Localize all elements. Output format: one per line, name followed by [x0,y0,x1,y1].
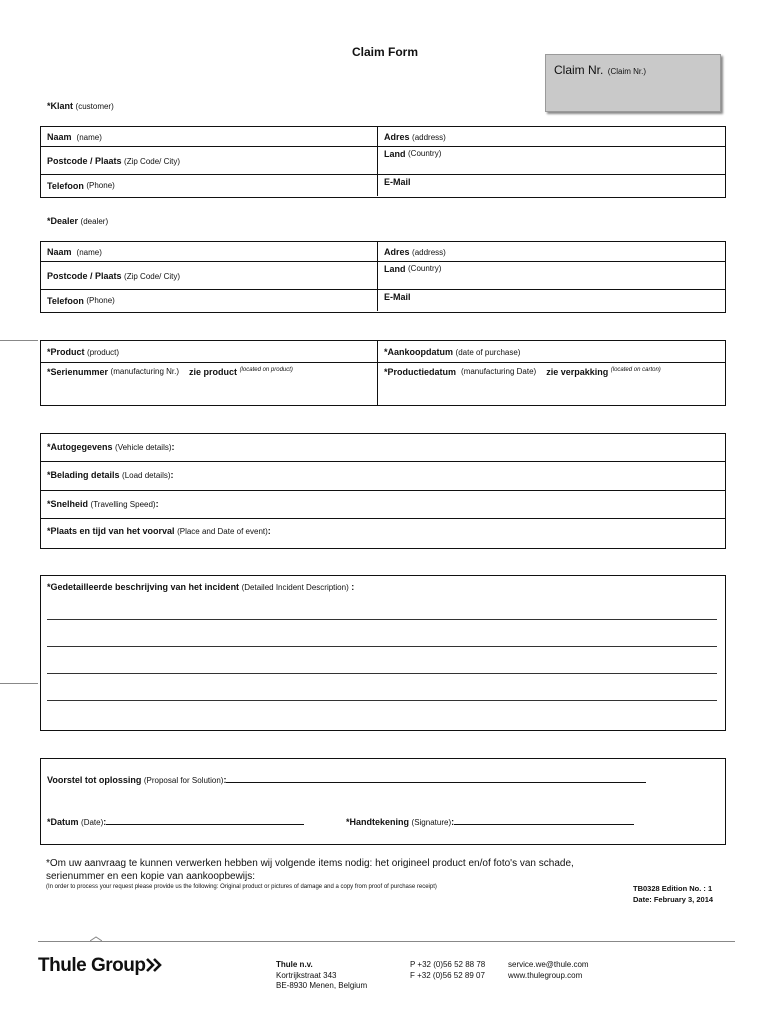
claim-number-label: Claim Nr. [554,63,604,77]
dealer-address-field[interactable]: Adres (address) [377,242,452,262]
date-input-line[interactable] [106,824,304,825]
footer-address [276,960,367,992]
customer-row-name [41,127,725,147]
dealer-phone-field[interactable]: Telefoon (Phone) [47,295,115,306]
description-line [47,619,717,620]
vehicle-details-field[interactable]: *Autogegevens (Vehicle details): [41,434,725,462]
note-line-1: *Om uw aanvraag te kunnen verwerken hebben wij volgende items nodig: het origineel product en/of foto's van schade, [46,858,574,869]
customer-section-label: *Klant (customer) [47,101,114,111]
footer-street: Kortrijkstraat 343 [276,970,337,980]
footer-phone-fax [410,960,485,981]
dealer-section-label: *Dealer (dealer) [47,216,109,226]
load-details-field[interactable]: *Belading details (Load details): [41,462,725,491]
customer-phone-field[interactable]: Telefoon (Phone) [47,180,115,191]
dealer-box [40,241,726,313]
margin-mark [0,340,38,341]
customer-box [40,126,726,198]
thule-group-logo: Thule Group [38,955,162,977]
solution-box [40,758,726,845]
note-line-2: serienummer en een kopie van aankoopbewijs: [46,871,256,882]
production-date-field[interactable]: *Productiedatum (manufacturing Date) zie verpakking (located on carton) [377,363,667,405]
dealer-country-field[interactable]: Land (Country) [377,262,447,290]
description-line [47,646,717,647]
product-box [40,340,726,406]
form-title: Claim Form [351,45,418,59]
customer-name-field[interactable]: Naam (name) [47,132,102,142]
proposal-field[interactable]: Voorstel tot oplossing (Proposal for Solution): [47,775,646,785]
edition-number: TB0328 Edition No. : 1 [633,884,713,893]
dealer-postcode-field[interactable]: Postcode / Plaats (Zip Code/ City) [47,271,181,281]
edition-info [633,883,713,905]
footer-email[interactable]: service.we@thule.com [508,960,589,969]
proposal-input-line[interactable] [226,782,646,783]
footer-contact [508,960,589,981]
customer-row-phone [41,175,725,196]
requirements-note-english: (In order to process your request please provide us the following: Original product or pictures of damage and a copy from proof of purchase receipt) [46,884,437,890]
product-row [41,341,725,363]
edition-date: Date: February 3, 2014 [633,895,714,904]
footer-fax: F +32 (0)56 52 89 07 [410,970,485,980]
dealer-row-postcode [41,262,725,290]
dealer-email-field[interactable]: E-Mail [377,290,417,311]
margin-mark [0,683,38,684]
claim-number-box[interactable] [545,54,721,112]
serial-row [41,363,725,405]
logo-chevrons-icon [146,958,162,972]
description-label: *Gedetailleerde beschrijving van het incident (Detailed Incident Description) : [47,582,355,592]
claim-number-sublabel: (Claim Nr.) [607,67,647,76]
customer-postcode-field[interactable]: Postcode / Plaats (Zip Code/ City) [47,156,181,166]
footer-city: BE-8930 Menen, Belgium [276,981,368,990]
product-field[interactable]: *Product (product) [47,347,120,357]
customer-row-postcode [41,147,725,175]
footer-phone: P +32 (0)56 52 88 78 [410,960,486,969]
date-field[interactable]: *Datum (Date): [47,817,304,827]
requirements-note [46,857,574,883]
footer-notch-icon [90,936,102,944]
customer-country-field[interactable]: Land (Country) [377,147,447,175]
customer-email-field[interactable]: E-Mail [377,175,417,196]
vehicle-box [40,433,726,549]
dealer-row-name [41,242,725,262]
purchase-date-field[interactable]: *Aankoopdatum (date of purchase) [377,341,526,363]
signature-field[interactable]: *Handtekening (Signature): [346,817,634,827]
dealer-row-phone [41,290,725,311]
serial-number-field[interactable]: *Serienummer (manufacturing Nr.) zie product (located on product) [47,367,293,377]
signature-input-line[interactable] [454,824,634,825]
footer-divider [38,941,735,942]
footer-company: Thule n.v. [276,960,313,969]
description-box[interactable] [40,575,726,731]
customer-address-field[interactable]: Adres (address) [377,127,452,147]
footer-website[interactable]: www.thulegroup.com [508,970,583,980]
dealer-name-field[interactable]: Naam (name) [47,247,102,257]
description-line [47,673,717,674]
description-line [47,700,717,701]
speed-field[interactable]: *Snelheid (Travelling Speed): [41,491,725,519]
place-date-field[interactable]: *Plaats en tijd van het voorval (Place and Date of event): [47,526,271,536]
